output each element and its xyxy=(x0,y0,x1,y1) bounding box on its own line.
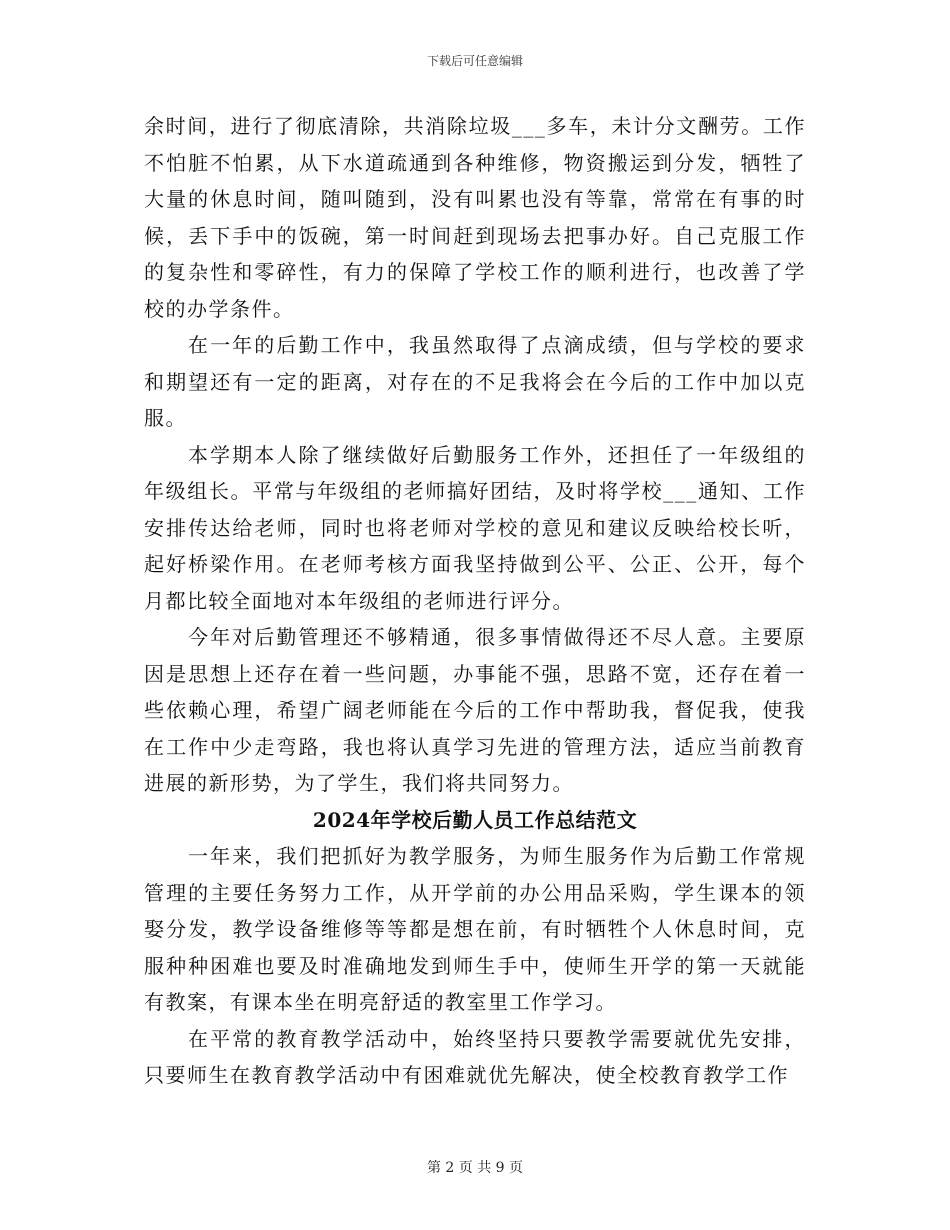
paragraph: 今年对后勤管理还不够精通，很多事情做得还不尽人意。主要原因是思想上还存在着一些问题，办事能不强，思路不宽，还存在着一些依赖心理，希望广阔老师能在今后的工作中帮助我，督促我，使我在工作中少走弯路，我也将认真学习先进的管理方法，适应当前教育进展的新形势，为了学生，我们将共同努力。 xyxy=(144,625,806,795)
paragraph: 在一年的后勤工作中，我虽然取得了点滴成绩，但与学校的要求和期望还有一定的距离，对存在的不足我将会在今后的工作中加以克服。 xyxy=(144,333,806,430)
paragraph: 在平常的教育教学活动中，始终坚持只要教学需要就优先安排，只要师生在教育教学活动中有困难就优先解决，使全校教育教学工作 xyxy=(144,1026,806,1087)
page-header: 下载后可任意编辑 xyxy=(426,54,523,68)
document-body xyxy=(144,108,806,1094)
page-footer: 第 2 页 共 9 页 xyxy=(426,1160,524,1176)
section-title: 2024年学校后勤人员工作总结范文 xyxy=(312,807,638,832)
paragraph: 一年来，我们把抓好为教学服务，为师生服务作为后勤工作常规管理的主要任务努力工作，从开学前的办公用品采购，学生课本的领娶分发，教学设备维修等等都是想在前，有时牺牲个人休息时间，克服种种困难也要及时准确地发到师生手中，使师生开学的第一天就能有教案，有课本坐在明亮舒适的教室里工作学习。 xyxy=(144,844,806,1014)
paragraph: 本学期本人除了继续做好后勤服务工作外，还担任了一年级组的年级组长。平常与年级组的老师搞好团结，及时将学校___通知、工作安排传达给老师，同时也将老师对学校的意见和建议反映给校长听，起好桥梁作用。在老师考核方面我坚持做到公平、公正、公开，每个月都比较全面地对本年级组的老师进行评分。 xyxy=(144,442,806,613)
paragraph-continued: 余时间，进行了彻底清除，共消除垃圾___多车，未计分文酬劳。工作不怕脏不怕累，从下水道疏通到各种维修，物资搬运到分发，牺牲了大量的休息时间，随叫随到，没有叫累也没有等靠，常常在有事的时候，丢下手中的饭碗，第一时间赶到现场去把事办好。自己克服工作的复杂性和零碎性，有力的保障了学校工作的顺利进行，也改善了学校的办学条件。 xyxy=(144,114,806,321)
